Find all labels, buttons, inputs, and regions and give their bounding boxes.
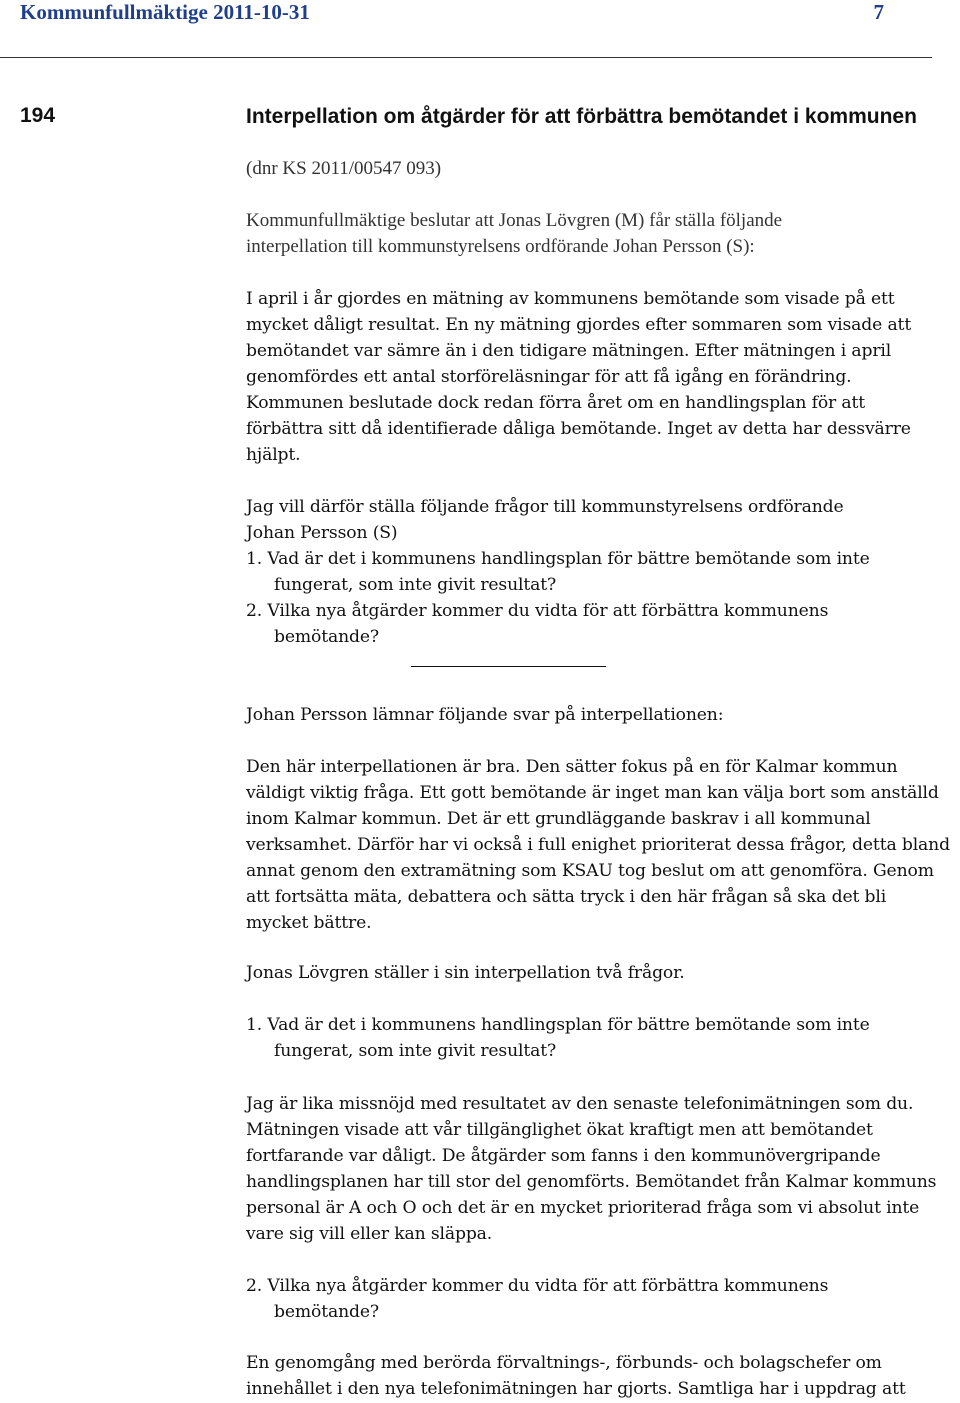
- interpellation-text: I april i år gjordes en mätning av kommunens bemötande som visade på ett mycket dåligt resultat. En ny mätning gjordes efter sommaren som visade att bemötandet var sämre än i den tidigare mätningen. Efter mätningen i april genomfördes ett antal storföreläsningar för att få igång en förändring. Kommunen beslutade dock redan förra året om en handlingsplan för att förbättra sitt då identifierade dåliga bemötande. Inget av detta har dessvärre hjälpt.: [246, 289, 912, 465]
- answer-paragraph-2: Jonas Lövgren ställer i sin interpellation två frågor.: [246, 963, 685, 983]
- section-heading: Interpellation om åtgärder för att förbättra bemötandet i kommunen: [246, 105, 917, 128]
- header-rule: [0, 57, 932, 58]
- answer-question-1: 1. Vad är det i kommunens handlingsplan för bättre bemötande som inte fungerat, som inte givit resultat?: [246, 1015, 870, 1061]
- question-1: 1. Vad är det i kommunens handlingsplan för bättre bemötande som inte fungerat, som inte givit resultat?: [246, 549, 870, 595]
- answer-paragraph-1: Den här interpellationen är bra. Den sätter fokus på en för Kalmar kommun väldigt viktig fråga. Ett gott bemötande är inget man kan välja bort som anställd inom Kalmar kommun. Det är ett grundläggande baskrav i all kommunal verksamhet. Därför har vi också i full enighet prioriterat dessa frågor, detta bland annat genom den extramätning som KSAU tog beslut om att genomföra. Genom att fortsätta mäta, debattera och sätta tryck i den här frågan så ska det bli mycket bättre.: [246, 757, 950, 933]
- answer-paragraph-4: En genomgång med berörda förvaltnings-, förbunds- och bolagschefer om innehållet i den nya telefonimätningen har gjorts. Samtliga har i uppdrag att: [246, 1353, 906, 1399]
- header-title: Kommunfullmäktige 2011-10-31: [20, 0, 310, 24]
- section-number: 194: [20, 104, 56, 127]
- questions-intro: Jag vill därför ställa följande frågor till kommunstyrelsens ordförande Johan Persson (S): [246, 497, 844, 543]
- separator-line: [411, 666, 606, 667]
- page-header: [0, 0, 884, 26]
- answer-intro: Johan Persson lämnar följande svar på interpellationen:: [246, 705, 724, 725]
- question-2: 2. Vilka nya åtgärder kommer du vidta för att förbättra kommunens bemötande?: [246, 601, 829, 647]
- case-number: (dnr KS 2011/00547 093): [246, 158, 442, 179]
- page-number: 7: [873, 0, 884, 24]
- answer-paragraph-3: Jag är lika missnöjd med resultatet av den senaste telefonimätningen som du. Mätningen visade att vår tillgänglighet ökat kraftigt men att bemötandet fortfarande var dåligt. De åtgärder som fanns i den kommunövergripande handlingsplanen har till stor del genomförts. Bemötandet från Kalmar kommuns personal är A och O och det är en mycket prioriterad fråga som vi absolut inte vare sig vill eller kan släppa.: [246, 1094, 937, 1244]
- intro-paragraph: Kommunfullmäktige beslutar att Jonas Lövgren (M) får ställa följande interpellation till kommunstyrelsens ordförande Johan Persson (S):: [246, 210, 783, 257]
- questions-block: [246, 494, 886, 650]
- answer-question-2: 2. Vilka nya åtgärder kommer du vidta för att förbättra kommunens bemötande?: [246, 1276, 829, 1322]
